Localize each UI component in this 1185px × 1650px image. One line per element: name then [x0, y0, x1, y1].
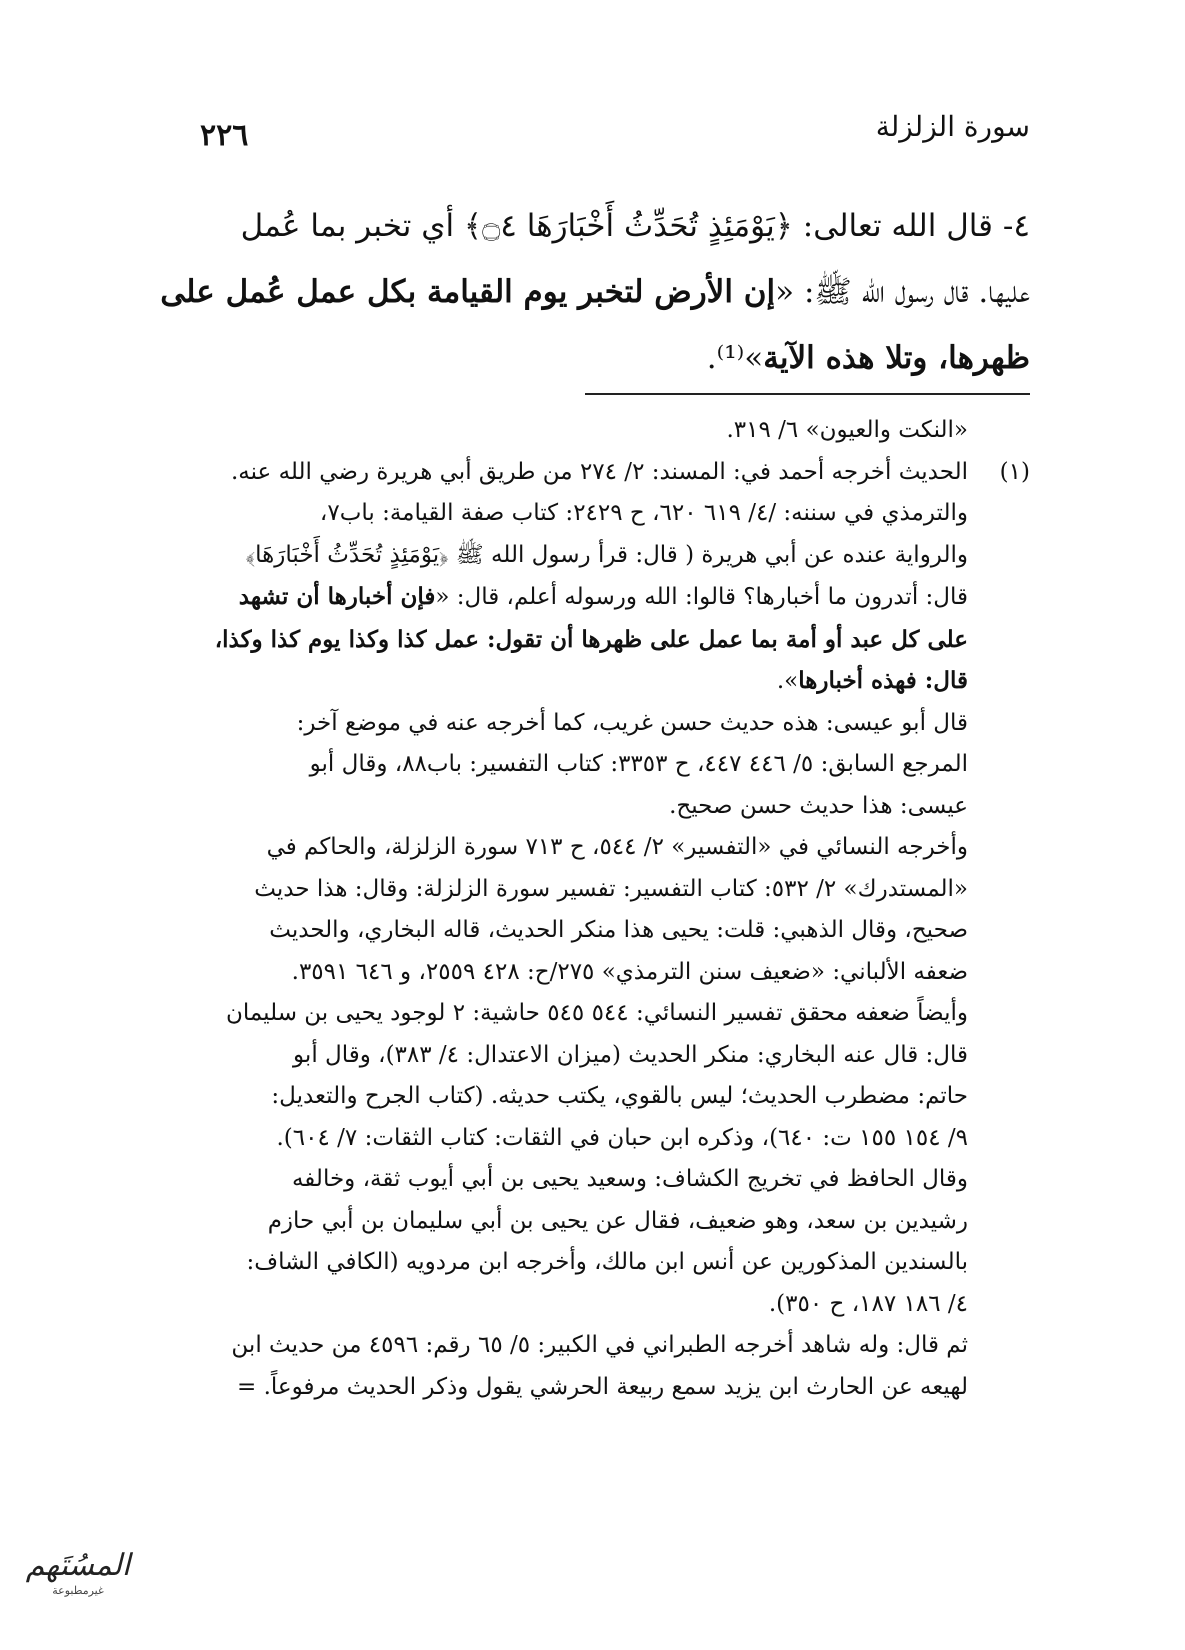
publisher-logo — [18, 1548, 138, 1610]
footnote-separator — [585, 393, 1030, 395]
footnote-line: صحيح، وقال الذهبي: قلت: يحيى هذا منكر الحديث، قاله البخاري، والحديث — [269, 917, 968, 943]
footnote-line: قال أبو عيسى: هذه حديث حسن غريب، كما أخرجه عنه في موضع آخر: — [296, 709, 968, 736]
footnote-bold-text: قال: فهذه أخبارها — [798, 667, 968, 694]
footnote-1 — [150, 452, 1030, 1409]
reference-line: «النكت والعيون» ٦/ ٣١٩. — [726, 417, 968, 443]
footnote-line: «المستدرك» ٢/ ٥٣٢: كتاب التفسير: تفسير سورة الزلزلة: وقال: هذا حديث — [254, 875, 968, 902]
logo-main-text: المسُتَهم — [25, 1548, 131, 1583]
footnote-bold-text: فإن أخبارها أن تشهد — [238, 583, 436, 610]
footnote-line: الحديث أخرجه أحمد في: المسند: ٢/ ٢٧٤ من طريق أبي هريرة رضي الله عنه. — [230, 458, 968, 485]
footnote-number: (١) — [999, 458, 1030, 485]
footnote-line: وأيضاً ضعفه محقق تفسير النسائي: ٥٤٤ ٥٤٥ حاشية: ٢ لوجود يحيى بن سليمان — [225, 1000, 968, 1026]
footnote-line: بالسندين المذكورين عن أنس ابن مالك، وأخرجه ابن مردويه (الكافي الشاف: — [246, 1249, 968, 1275]
footnote-line: المرجع السابق: ٥/ ٤٤٦ ٤٤٧، ح ٣٣٥٣: كتاب التفسير: باب٨٨، وقال أبو — [309, 751, 968, 777]
footnote-line: وقال الحافظ في تخريج الكشاف: وسعيد يحيى بن أبي أيوب ثقة، وخالفه — [291, 1166, 968, 1192]
main-line — [150, 259, 1030, 325]
page-number: ٢٢٦ — [200, 118, 249, 153]
footnotes — [150, 410, 1030, 1408]
footnote-line: ضعفه الألباني: «ضعيف سنن الترمذي» ٢٧٥/ح: ٤٢٨ ٢٥٥٩، و ٦٤٦ ٣٥٩١. — [291, 958, 968, 985]
main-line — [150, 325, 1030, 391]
footnote-line: ٩/ ١٥٤ ١٥٥ ت: ٦٤٠)، وذكره ابن حبان في الثقات: كتاب الثقات: ٧/ ٦٠٤). — [276, 1124, 968, 1151]
main-text — [150, 193, 1030, 391]
main-line-1: ٤- قال الله تعالى: ﴿يَوْمَئِذٍ تُحَدِّثُ أَخْبَارَهَا ۝٤﴾ أي تخبر بما عُمل — [240, 208, 1030, 244]
footnote-line: وأخرجه النسائي في «التفسير» ٢/ ٥٤٤، ح ٧١٣ سورة الزلزلة، والحاكم في — [266, 834, 968, 860]
footnote-line: لهيعه عن الحارث ابن يزيد سمع ربيعة الحرشي يقول وذكر الحديث مرفوعاً. = — [236, 1373, 968, 1400]
footnote-line: قال: قال عنه البخاري: منكر الحديث (ميزان الاعتدال: ٤/ ٣٨٣)، وقال أبو — [293, 1041, 968, 1068]
main-line-2-bold: إن الأرض لتخبر يوم القيامة بكل عمل عُمل على — [160, 274, 776, 310]
footnote-line: والرواية عنده عن أبي هريرة ( قال: قرأ رسول الله ﷺ ﴿يَوْمَئِذٍ تُحَدِّثُ أَخْبَارَهَا﴾ — [245, 541, 968, 568]
footnote-line — [150, 576, 1030, 619]
main-line-2-plain: عليها. قال رسول الله ﷺ: « — [775, 274, 1030, 310]
footnote-line: على كل عبد أو أمة بما عمل على ظهرها أن تقول: عمل كذا وكذا يوم كذا وكذا، — [214, 625, 968, 653]
page-header — [200, 110, 1030, 160]
surah-title: سورة الزلزلة — [875, 110, 1030, 143]
footnote-line: والترمذي في سننه: /٤/ ٦١٩ ٦٢٠، ح ٢٤٢٩: كتاب صفة القيامة: باب٧، — [319, 500, 968, 526]
footnote-line: رشيدين بن سعد، وهو ضعيف، فقال عن يحيى بن أبي سليمان بن أبي حازم — [267, 1207, 968, 1234]
logo-sub-text: غيرمطبوعة — [52, 1584, 104, 1597]
footnote-line: عيسى: هذا حديث حسن صحيح. — [669, 792, 968, 819]
footnote-line: حاتم: مضطرب الحديث؛ ليس بالقوي، يكتب حديثه. (كتاب الجرح والتعديل: — [271, 1083, 968, 1109]
footnote-line: ثم قال: وله شاهد أخرجه الطبراني في الكبير: ٥/ ٦٥ رقم: ٤٥٩٦ من حديث ابن — [231, 1332, 968, 1358]
main-line — [150, 193, 1030, 259]
footnote-marker: »⁽¹⁾. — [706, 340, 764, 376]
footnote-line: ٤/ ١٨٦ ١٨٧، ح ٣٥٠). — [768, 1290, 968, 1317]
footnote-line — [150, 660, 1030, 703]
footnote-text: قال: أتدرون ما أخبارها؟ قالوا: الله ورسوله أعلم، قال: « — [435, 584, 968, 610]
footnote-text: ». — [776, 668, 799, 694]
main-line-3-bold: ظهرها، وتلا هذه الآية — [763, 340, 1030, 376]
